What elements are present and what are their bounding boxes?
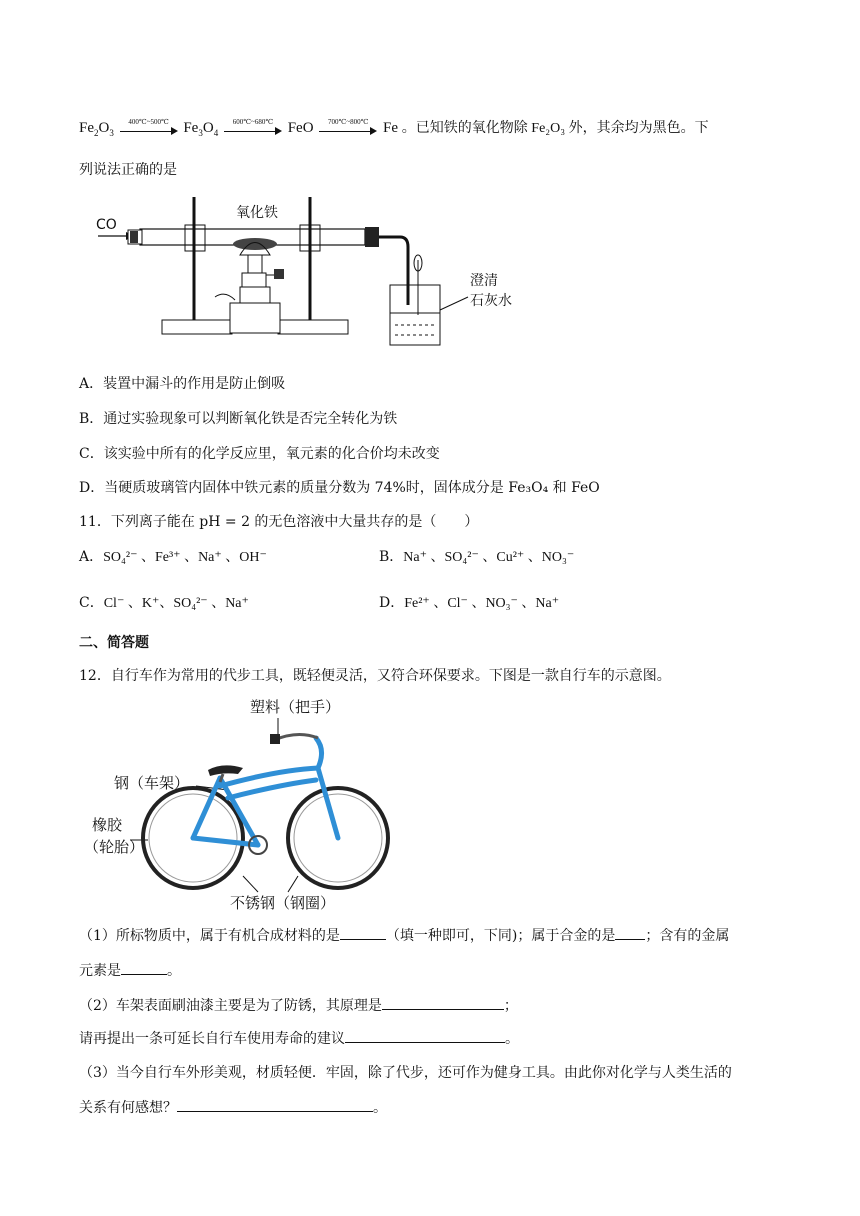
limewater-label-1: 澄清 bbox=[470, 273, 498, 289]
option-10-b: B．通过实验现象可以判断氧化铁是否完全转化为铁 bbox=[79, 411, 398, 427]
reaction-arrow-3: 700℃~800℃ bbox=[319, 122, 377, 136]
answer-blank-2[interactable] bbox=[615, 925, 645, 940]
section-title-short-answer: 二、简答题 bbox=[79, 635, 149, 651]
co-reduction-apparatus-diagram bbox=[90, 185, 530, 353]
label-rubber-tyre: （轮胎） bbox=[84, 838, 145, 856]
question-12-stem: 12．自行车作为常用的代步工具，既轻便灵活，又符合环保要求。下图是一款自行车的示意图。 bbox=[79, 668, 671, 684]
reaction-arrow-1: 400℃~500℃ bbox=[120, 122, 178, 136]
question-12-part-1-line1: （1）所标物质中，属于有机合成材料的是 （填一种即可，下同)；属于合金的是 ；含有的金属 bbox=[79, 925, 729, 945]
formula-feo: FeO bbox=[287, 120, 314, 136]
answer-blank-3[interactable] bbox=[121, 960, 167, 975]
option-10-d: D．当硬质玻璃管内固体中铁元素的质量分数为 74%时，固体成分是 Fe₃O₄ 和 FeO bbox=[79, 480, 600, 496]
option-11-c: C．Cl⁻ 、K⁺、SO₄²⁻ 、Na⁺ bbox=[79, 595, 249, 611]
reaction-equation bbox=[79, 117, 709, 138]
option-11-a: A．SO₄²⁻ 、Fe³⁺ 、Na⁺ 、OH⁻ bbox=[79, 549, 267, 565]
answer-blank-1[interactable] bbox=[340, 925, 386, 940]
label-stainless-rim: 不锈钢（钢圈） bbox=[230, 894, 336, 912]
answer-blank-5[interactable] bbox=[345, 1028, 505, 1043]
bicycle-diagram bbox=[78, 690, 398, 912]
formula-fe3o4: $Fe_3O_4$ bbox=[183, 120, 219, 138]
question-12-part-3-line2: 关系有何感想？ 。 bbox=[79, 1097, 387, 1117]
question-12-part-2-line1: （2）车架表面刷油漆主要是为了防锈，其原理是 ； bbox=[79, 995, 518, 1015]
reaction-arrow-2: 600℃~680℃ bbox=[224, 122, 282, 136]
question-10-stem-line2: 列说法正确的是 bbox=[79, 162, 177, 178]
label-plastic-handle: 塑料（把手） bbox=[250, 698, 341, 716]
iron-oxide-label: 氧化铁 bbox=[236, 205, 278, 221]
limewater-label-2: 石灰水 bbox=[470, 293, 512, 309]
formula-fe: Fe bbox=[383, 120, 399, 136]
question-12-part-2-line2: 请再提出一条可延长自行车使用寿命的建议 。 bbox=[79, 1028, 519, 1048]
label-steel-frame: 钢（车架） bbox=[114, 774, 190, 792]
question-11-stem: 11．下列离子能在 pH = 2 的无色溶液中大量共存的是（ ） bbox=[79, 514, 479, 530]
co-label: CO bbox=[96, 217, 117, 233]
option-11-d: D．Fe²⁺ 、Cl⁻ 、NO₃⁻ 、Na⁺ bbox=[379, 595, 560, 611]
label-rubber: 橡胶 bbox=[92, 816, 123, 834]
answer-blank-4[interactable] bbox=[382, 995, 504, 1010]
option-10-a: A．装置中漏斗的作用是防止倒吸 bbox=[79, 376, 286, 392]
reaction-note: 。已知铁的氧化物除 Fe₂O₃ 外，其余均为黑色。下 bbox=[401, 121, 709, 136]
question-12-part-1-line2: 元素是 。 bbox=[79, 960, 181, 980]
question-12-part-3-line1: （3）当今自行车外形美观，材质轻便．牢固，除了代步，还可作为健身工具。由此你对化学与人类生活的 bbox=[79, 1065, 732, 1081]
formula-fe2o3: $Fe_2O_3$ bbox=[79, 120, 114, 138]
answer-blank-6[interactable] bbox=[177, 1097, 373, 1112]
option-10-c: C．该实验中所有的化学反应里，氧元素的化合价均未改变 bbox=[79, 446, 440, 462]
option-11-b: B．Na⁺ 、SO₄²⁻ 、Cu²⁺ 、NO₃⁻ bbox=[379, 549, 575, 565]
